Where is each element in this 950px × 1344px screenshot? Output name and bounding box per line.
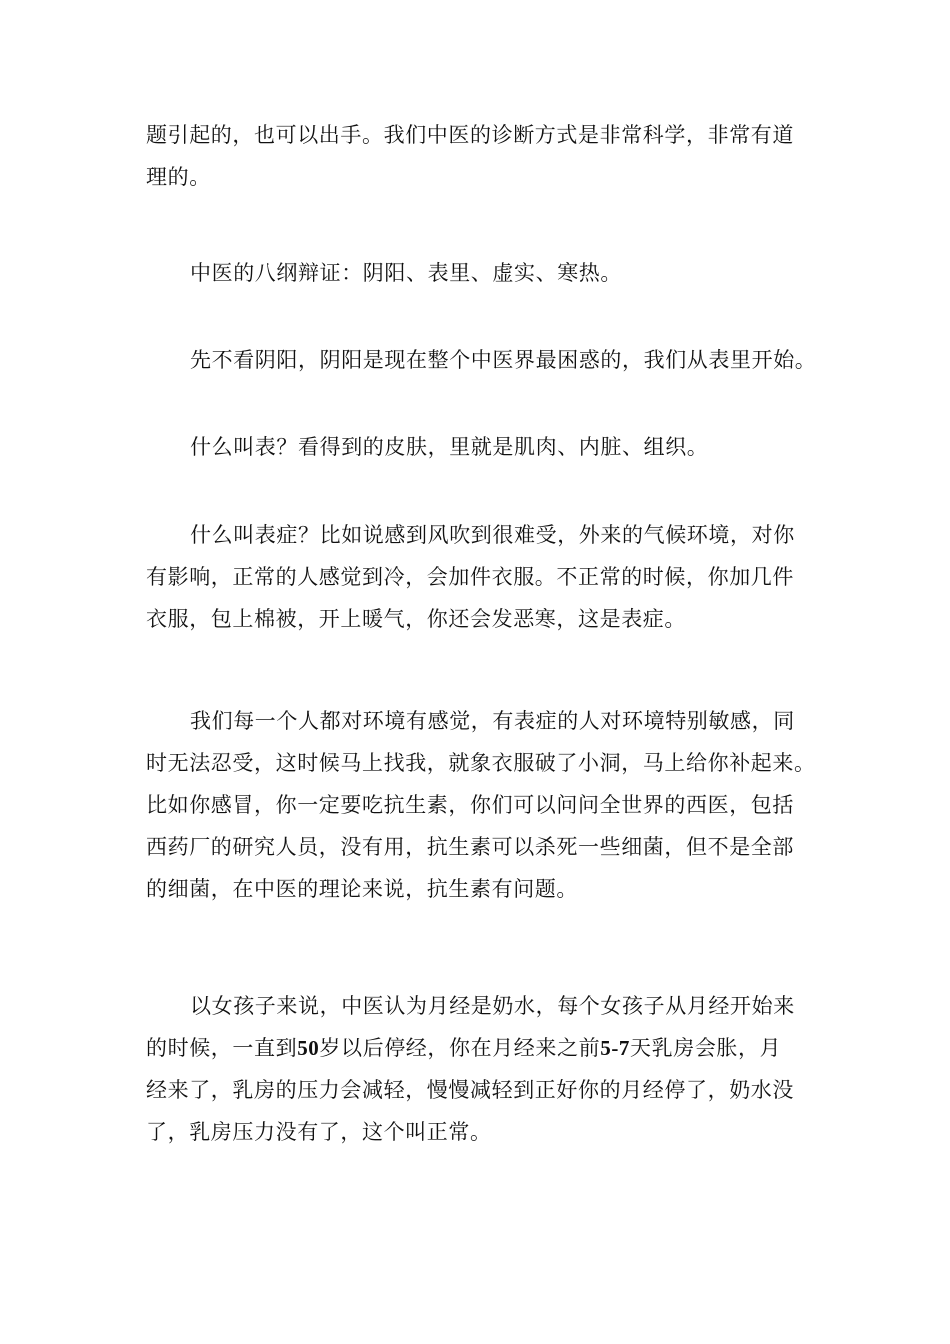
text-line: 了，乳房压力没有了，这个叫正常。 xyxy=(146,1120,492,1144)
text-line: 什么叫表症？比如说感到风吹到很难受，外来的气候环境，对你 xyxy=(190,523,795,547)
text-line: 西药厂的研究人员，没有用，抗生素可以杀死一些细菌，但不是全部 xyxy=(146,835,794,859)
text-line: 的细菌，在中医的理论来说，抗生素有问题。 xyxy=(146,877,578,901)
text-line: 时无法忍受，这时候马上找我，就象衣服破了小洞，马上给你补起来。 xyxy=(146,751,816,775)
paragraph-2 xyxy=(146,252,816,294)
paragraph-6 xyxy=(146,700,816,910)
text-segment: 的时候，一直到 xyxy=(146,1036,298,1060)
text-line: 什么叫表？看得到的皮肤，里就是肌肉、内脏、组织。 xyxy=(190,435,709,459)
text-segment: 岁以后停经，你在月经来之前 xyxy=(319,1036,601,1060)
text-line: 中医的八纲辩证：阴阳、表里、虚实、寒热。 xyxy=(190,261,622,285)
paragraph-3 xyxy=(146,339,816,381)
text-line: 我们每一个人都对环境有感觉，有表症的人对环境特别敏感，同 xyxy=(190,709,795,733)
paragraph-1 xyxy=(146,114,816,198)
paragraph-4 xyxy=(146,426,816,468)
paragraph-7 xyxy=(146,985,816,1153)
paragraph-5 xyxy=(146,514,816,640)
text-line: 有影响，正常的人感觉到冷，会加件衣服。不正常的时候，你加几件 xyxy=(146,565,794,589)
text-line-with-numbers xyxy=(146,1027,816,1069)
age-number: 50 xyxy=(297,1036,320,1060)
text-line: 经来了，乳房的压力会减轻，慢慢减轻到正好你的月经停了，奶水没 xyxy=(146,1078,794,1102)
text-line: 理的。 xyxy=(146,165,211,189)
text-line: 以女孩子来说，中医认为月经是奶水，每个女孩子从月经开始来 xyxy=(190,994,795,1018)
text-line: 衣服，包上棉被，开上暖气，你还会发恶寒，这是表症。 xyxy=(146,607,686,631)
text-line: 题引起的，也可以出手。我们中医的诊断方式是非常科学，非常有道 xyxy=(146,123,794,147)
text-segment: 天乳房会胀，月 xyxy=(630,1036,782,1060)
day-range-number: 5-7 xyxy=(600,1036,631,1060)
text-line: 比如你感冒，你一定要吃抗生素，你们可以问问全世界的西医，包括 xyxy=(146,793,794,817)
text-line: 先不看阴阳，阴阳是现在整个中医界最困惑的，我们从表里开始。 xyxy=(190,348,817,372)
